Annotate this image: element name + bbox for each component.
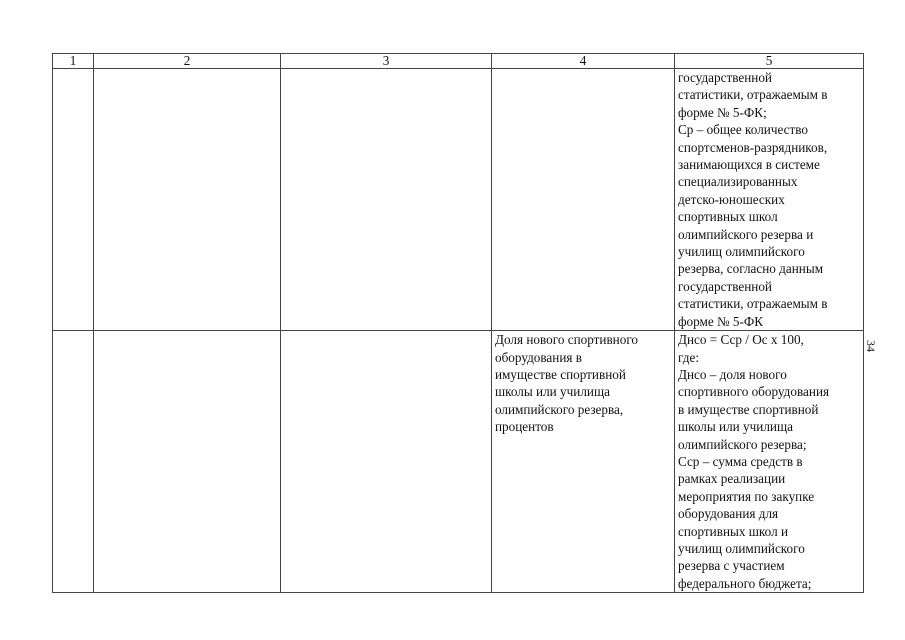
table-cell-col3: [281, 69, 492, 331]
indicator-name-cell: [492, 69, 675, 331]
document-table: [52, 53, 864, 593]
table-row: [53, 69, 864, 331]
table-cell-col2: [94, 331, 281, 593]
header-cell-5: 5: [675, 54, 864, 69]
header-cell-4: 4: [492, 54, 675, 69]
header-cell-3: 3: [281, 54, 492, 69]
table-row: [53, 331, 864, 593]
table-cell-col1: [53, 331, 94, 593]
header-cell-1: 1: [53, 54, 94, 69]
header-cell-2: 2: [94, 54, 281, 69]
indicator-name-cell: Доля нового спортивного оборудования в имуществе спортивной школы или училища олимпийского резерва, процентов: [492, 331, 675, 593]
table-header-row: [53, 54, 864, 69]
formula-description-cell: государственной статистики, отражаемым в форме № 5-ФК; Ср – общее количество спортсменов-разрядников, занимающихся в системе специализированных детско-юношеских спортивных школ олимпийского резерва и училищ олимпийского резерва, согласно данным государственной статистики, отражаемым в форме № 5-ФК: [675, 69, 864, 331]
table-cell-col1: [53, 69, 94, 331]
table-cell-col3: [281, 331, 492, 593]
page-number: 34: [864, 340, 878, 352]
table-cell-col2: [94, 69, 281, 331]
formula-description-cell: Днсо = Сср / Ос х 100, где: Днсо – доля нового спортивного оборудования в имуществе спортивной школы или училища олимпийского резерва; Сср – сумма средств в рамках реализации мероприятия по закупке оборудования для спортивных школ и училищ олимпийского резерва с участием федерального бюджета;: [675, 331, 864, 593]
